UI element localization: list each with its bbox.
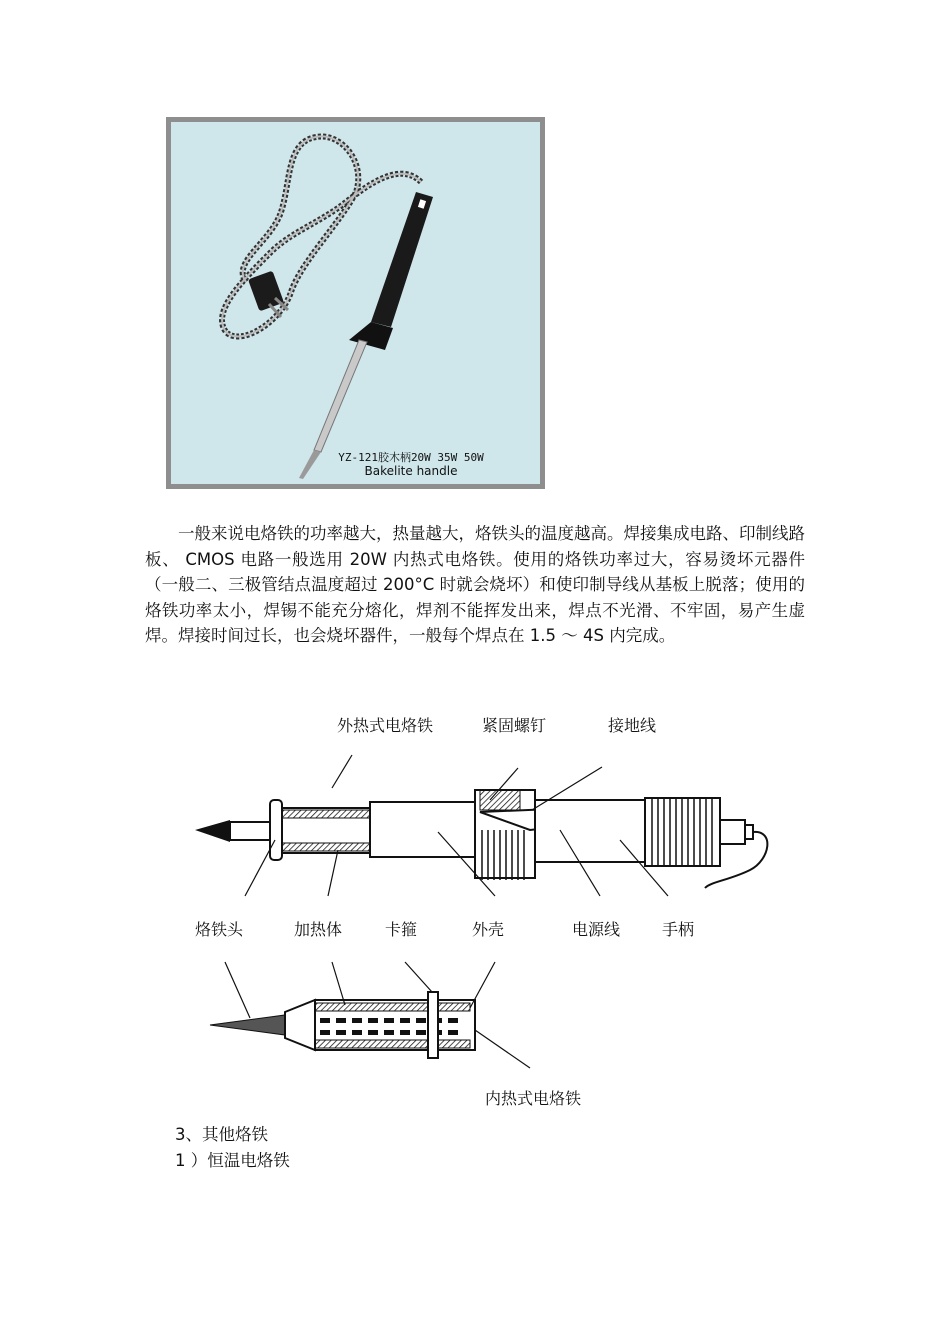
- label-fastening-screw: 紧固螺钉: [482, 716, 547, 735]
- label-external-iron: 外热式电烙铁: [337, 716, 434, 735]
- label-handle: 手柄: [662, 920, 695, 939]
- label-power-cord: 电源线: [572, 920, 621, 939]
- soldering-iron-illustration: [171, 122, 540, 484]
- soldering-iron-structure-diagram: [190, 700, 790, 1120]
- label-clamp: 卡箍: [385, 920, 418, 939]
- label-ground-wire: 接地线: [608, 716, 657, 735]
- paragraph-text: 一般来说电烙铁的功率越大，热量越大，烙铁头的温度越高。焊接集成电路、印制线路板、 CMOS 电路一般选用 20W 内热式电烙铁。使用的烙铁功率过大，容易烫坏元器件（一般二、三极管结点温度超过 200°C 时就会烧坏）和使印制导线从基板上脱落；使用的烙铁功率太小，焊锡不能充分熔化，焊剂不能挥发出来，焊点不光滑、不牢固，易产生虚焊。焊接时间过长，也会烧坏器件，一般每个焊点在 1.5 ～ 4S 内完成。: [145, 524, 805, 646]
- section-heading-other-irons: 3、其他烙铁: [175, 1125, 268, 1144]
- photo-caption-handle: Bakelite handle: [364, 464, 458, 478]
- photo-caption-model: YZ-121胶木柄20W 35W 50W: [338, 451, 484, 464]
- label-heater: 加热体: [294, 920, 343, 939]
- label-shell: 外壳: [472, 920, 505, 939]
- body-paragraph: [145, 521, 805, 649]
- label-internal-iron: 内热式电烙铁: [485, 1089, 582, 1108]
- soldering-iron-photo: [166, 117, 545, 489]
- structure-drawing: [190, 700, 790, 1120]
- subsection-heading-constant-temp: 1 ）恒温电烙铁: [175, 1151, 290, 1170]
- label-tip: 烙铁头: [195, 920, 244, 939]
